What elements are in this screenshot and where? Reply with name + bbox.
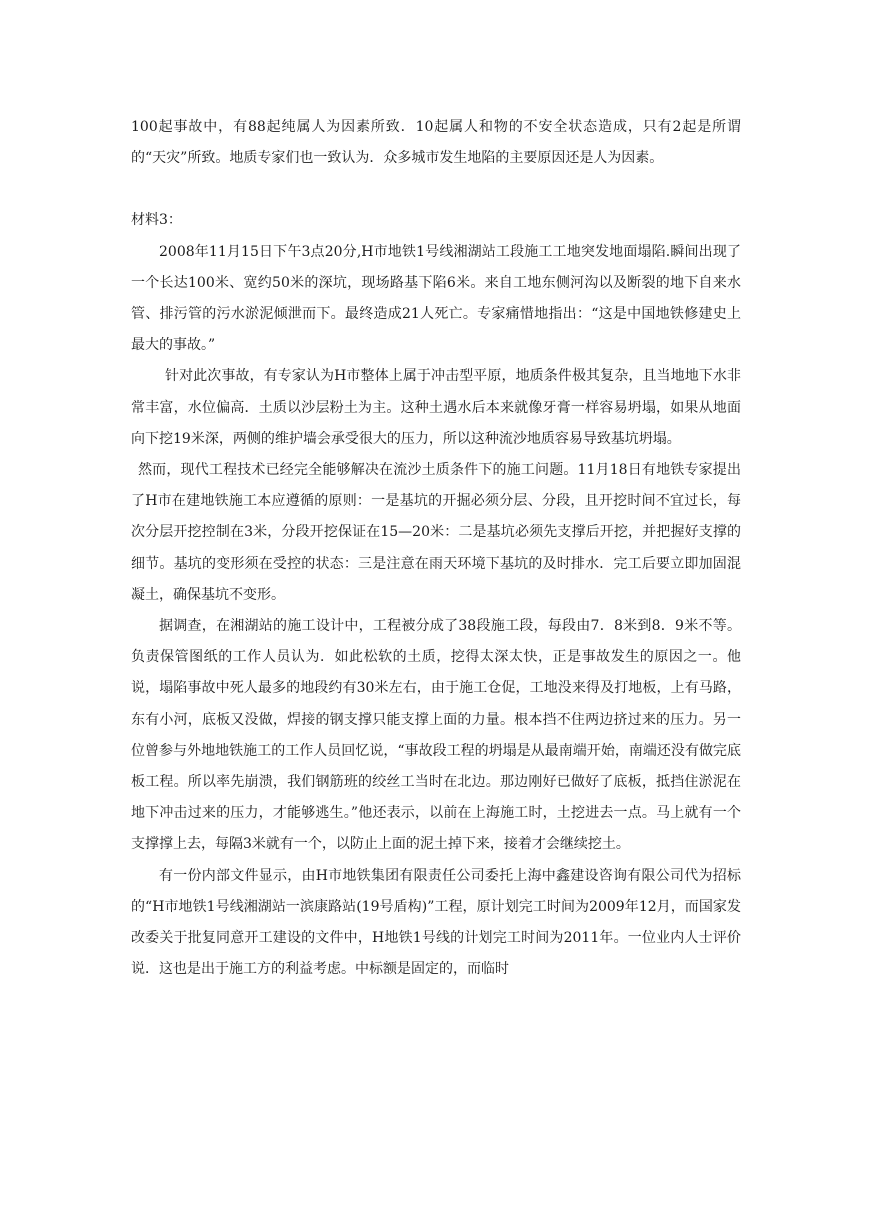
document-body [131,112,741,985]
paragraph-collapse-event: 2008年11月15日下午3点20分,H市地铁1号线湘湖站工段施工工地突发地面塌陷.瞬间出现了一个长达100米、宽约50米的深坑，现场路基下陷6米。来自工地东侧河沟以及断裂的地下自来水管、排污管的污水淤泥倾泄而下。最终造成21人死亡。专家痛惜地指出：“这是中国地铁修建史上最大的事故。” [131,243,741,354]
paragraph-construction-principles: 然而，现代工程技术已经完全能够解决在流沙土质条件下的施工问题。11月18日有地铁专家提出了H市在建地铁施工本应遵循的原则：一是基坑的开掘必须分层、分段，且开挖时间不宜过长，每次分层开挖控制在3米，分段开挖保证在15—20米：二是基坑必须先支撑后开挖，并把握好支撑的细节。基坑的变形须在受控的状态：三是注意在雨天环境下基坑的及时排水．完工后要立即加固混凝土，确保基坑不变形。 [131,462,741,603]
paragraph-geology-analysis: 针对此次事故，有专家认为H市整体上属于冲击型平原，地质条件极其复杂，且当地地下水非常丰富，水位偏高．土质以沙层粉土为主。这种土遇水后本来就像牙膏一样容易坍塌，如果从地面向下挖19米深，两侧的维护墙会承受很大的压力，所以这种流沙地质容易导致基坑坍塌。 [131,368,741,447]
paragraph-accident-statistics: 100起事故中，有88起纯属人为因素所致．10起属人和物的不安全状态造成，只有2起是所谓的“天灾”所致。地质专家们也一致认为．众多城市发生地陷的主要原因还是人为因素。 [131,119,741,167]
paragraph-internal-document: 有一份内部文件显示，由H市地铁集团有限责任公司委托上海中鑫建设咨询有限公司代为招标的“H市地铁1号线湘湖站一滨康路站(19号盾构)”工程，原计划完工时间为2009年12月，而国家发改委关于批复同意开工建设的文件中，H地铁1号线的计划完工时间为2011年。一位业内人士评价说．这也是出于施工方的利益考虑。中标额是固定的，而临时 [131,867,741,978]
section-label-material-3: 材料3： [131,212,182,229]
paragraph-investigation: 据调查，在湘湖站的施工设计中，工程被分成了38段施工段，每段由7．8米到8．9米不等。负责保管图纸的工作人员认为．如此松软的土质，挖得太深太快，正是事故发生的原因之一。他说，塌陷事故中死人最多的地段约有30米左右，由于施工仓促，工地没来得及打地板，上有马路，东有小河，底板又没做，焊接的钢支撑只能支撑上面的力量。根本挡不住两边挤过来的压力。另一位曾参与外地地铁施工的工作人员回忆说，“事故段工程的坍塌是从最南端开始，南端还没有做完底板工程。所以率先崩溃，我们钢筋班的绞丝工当时在北边。那边刚好已做好了底板，抵挡住淤泥在地下冲击过来的压力，才能够逃生。”他还表示，以前在上海施工时，土挖进去一点。马上就有一个支撑撑上去，每隔3米就有一个，以防止上面的泥土掉下来，接着才会继续挖土。 [131,618,741,853]
